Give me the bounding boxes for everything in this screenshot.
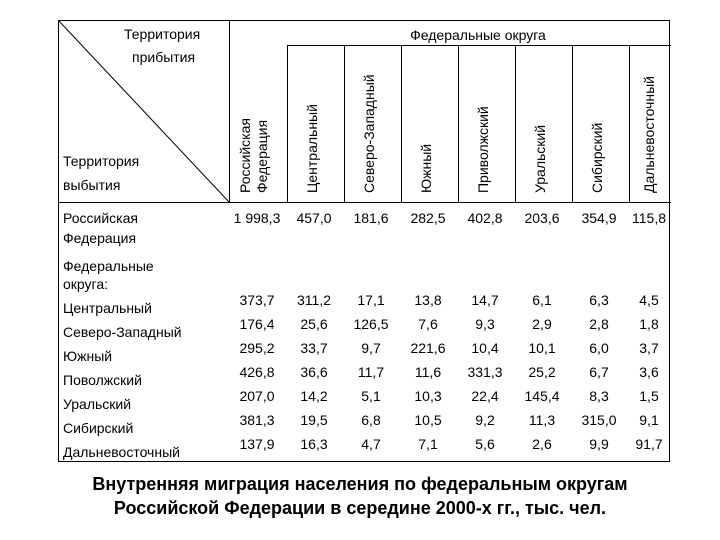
table-cell: 2,9 <box>532 316 552 332</box>
table-cell: 457,0 <box>296 210 332 226</box>
table-cell: 1,8 <box>639 316 659 332</box>
table-cell: 1,5 <box>639 388 659 404</box>
column-divider <box>629 45 630 202</box>
table-cell: 282,5 <box>410 210 446 226</box>
table-cell: 19,5 <box>300 412 328 428</box>
table-cell: 354,9 <box>581 210 617 226</box>
col-header-rf-2: Федерация <box>254 119 270 193</box>
table-cell: 11,6 <box>414 364 442 380</box>
table-cell: 381,3 <box>239 412 275 428</box>
table-cell: 137,9 <box>239 436 275 452</box>
table-cell: 11,7 <box>357 364 385 380</box>
corner-label-arrival-2: прибытия <box>132 49 196 65</box>
row-label: Сибирский <box>63 420 134 436</box>
corner-label-departure-2: выбытия <box>63 177 121 193</box>
column-divider <box>401 45 402 202</box>
row-label-rf-2: Федерация <box>63 230 137 246</box>
corner-label-arrival: Территория <box>124 26 201 42</box>
table-cell: 2,8 <box>589 316 609 332</box>
table-cell: 8,3 <box>589 388 609 404</box>
col-header-south: Южный <box>418 143 434 193</box>
table-cell: 9,1 <box>639 412 659 428</box>
table-cell: 3,6 <box>639 364 659 380</box>
row-label-rf-1: Российская <box>63 210 138 226</box>
table-cell: 145,4 <box>524 388 560 404</box>
column-divider <box>287 45 288 202</box>
table-cell: 207,0 <box>239 388 275 404</box>
row-label: Уральский <box>63 396 132 412</box>
table-cell: 221,6 <box>410 340 446 356</box>
table-cell: 10,3 <box>414 388 442 404</box>
col-header-volga: Приволжский <box>475 106 491 193</box>
table-cell: 7,1 <box>418 436 438 452</box>
table-cell: 14,2 <box>300 388 328 404</box>
table-cell: 4,5 <box>639 292 659 308</box>
table-cell: 6,3 <box>589 292 609 308</box>
table-cell: 311,2 <box>297 292 331 308</box>
table-caption-line1: Внутренняя миграция населения по федеральным округам <box>92 474 628 494</box>
table-caption-line2: Российской Федерации в середине 2000-х гг., тыс. чел. <box>113 498 607 518</box>
row-label: Северо-Западный <box>63 324 182 340</box>
table-cell: 315,0 <box>581 412 617 428</box>
table-cell: 7,6 <box>418 316 438 332</box>
table-cell: 5,1 <box>361 388 381 404</box>
table-cell: 9,9 <box>589 436 609 452</box>
column-divider <box>458 45 459 202</box>
table-cell: 5,6 <box>475 436 495 452</box>
table-cell: 16,3 <box>300 436 328 452</box>
row-label: Южный <box>63 348 113 364</box>
table-cell: 25,2 <box>528 364 556 380</box>
group-header: Федеральные округа <box>410 27 546 43</box>
col-header-ural: Уральский <box>532 124 548 193</box>
row-label: Дальневосточный <box>63 444 180 460</box>
table-cell: 181,6 <box>353 210 389 226</box>
table-cell: 6,0 <box>589 340 609 356</box>
table-cell: 13,8 <box>414 292 442 308</box>
table-cell: 1 998,3 <box>233 210 281 226</box>
table-cell: 203,6 <box>524 210 560 226</box>
subheader-line2: округа: <box>63 276 109 292</box>
table-cell: 115,8 <box>632 210 666 226</box>
table-cell: 6,7 <box>589 364 609 380</box>
table-cell: 10,4 <box>471 340 499 356</box>
table-cell: 9,7 <box>361 340 381 356</box>
table-cell: 4,7 <box>361 436 381 452</box>
table-cell: 6,1 <box>532 292 552 308</box>
col-header-central: Центральный <box>304 104 320 193</box>
table-cell: 6,8 <box>361 412 381 428</box>
col-header-fareast: Дальневосточный <box>641 76 657 193</box>
col-header-northwest: Северо-Западный <box>361 74 377 193</box>
col-header-siberia: Сибирский <box>589 122 605 193</box>
table-cell: 25,6 <box>300 316 328 332</box>
table-cell: 22,4 <box>471 388 499 404</box>
column-divider <box>572 45 573 202</box>
table-cell: 10,5 <box>414 412 442 428</box>
table-cell: 33,7 <box>300 340 328 356</box>
table-cell: 9,3 <box>475 316 495 332</box>
row-label: Поволжский <box>63 372 142 388</box>
column-divider <box>344 45 345 202</box>
table-cell: 36,6 <box>300 364 328 380</box>
table-cell: 426,8 <box>239 364 275 380</box>
header-bottom-border <box>59 202 671 203</box>
table-cell: 331,3 <box>467 364 503 380</box>
table-cell: 176,4 <box>239 316 275 332</box>
table-cell: 373,7 <box>239 292 275 308</box>
table-cell: 2,6 <box>532 436 552 452</box>
table-cell: 9,2 <box>475 412 495 428</box>
table-cell: 11,3 <box>528 412 556 428</box>
table-cell: 14,7 <box>471 292 499 308</box>
table-cell: 295,2 <box>239 340 275 356</box>
table-cell: 91,7 <box>635 436 663 452</box>
row-label: Центральный <box>63 300 152 316</box>
col-header-rf-1: Российская <box>237 118 253 193</box>
table-cell: 126,5 <box>353 316 389 332</box>
column-divider <box>515 45 516 202</box>
table-cell: 402,8 <box>467 210 503 226</box>
table-cell: 3,7 <box>639 340 659 356</box>
table-cell: 17,1 <box>357 292 385 308</box>
corner-label-departure: Территория <box>63 153 140 169</box>
subheader-line1: Федеральные <box>63 258 154 274</box>
table-cell: 10,1 <box>528 340 556 356</box>
